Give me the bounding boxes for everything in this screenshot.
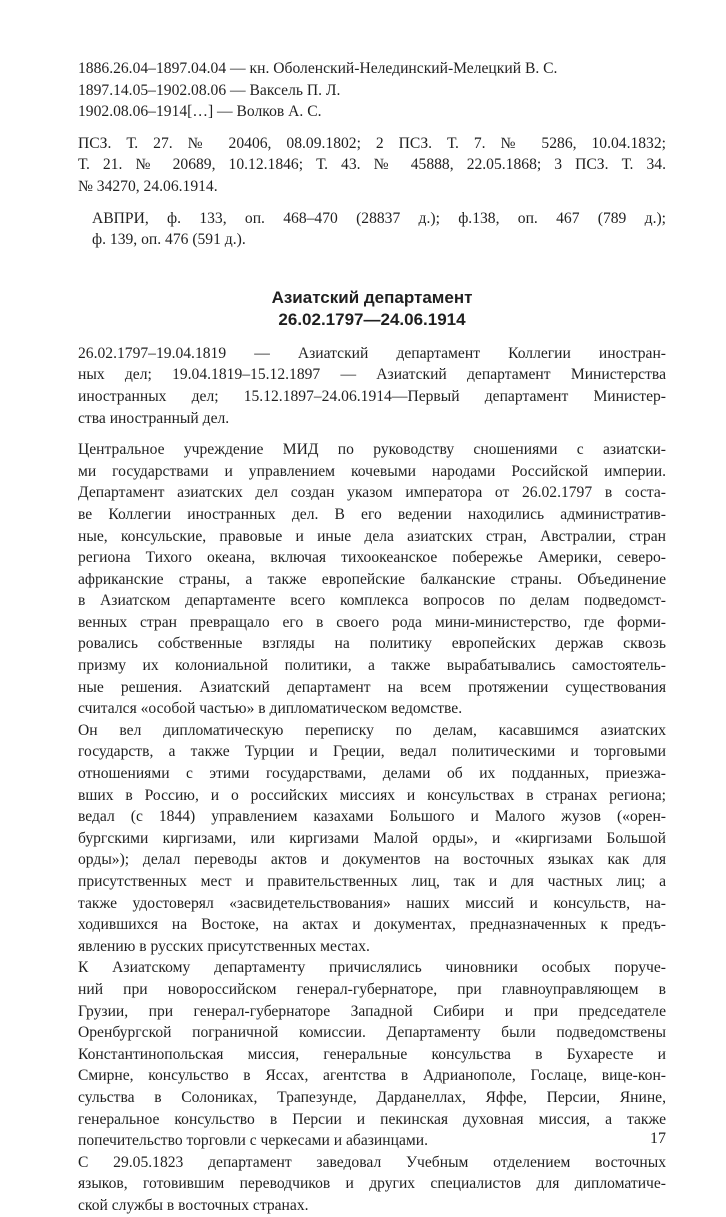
text-line: ведал (с 1844) управлением казахами Большого и Малого жузов («орен- [78,808,666,826]
director-list [78,58,666,123]
text-line: ные, консульские, правовые и иные дела азиатских стран, Австралии, стран [78,527,666,545]
text-line: ровались собственные взгляды на политику европейских держав сквозь [78,635,666,653]
text-line: ства иностранный дел. [78,409,230,427]
text-line: генеральное консульство в Персии и пекинская духовная миссия, а также [78,1110,666,1128]
text-line: языков, готовившим переводчиков и других специалистов для дипломатиче- [78,1175,666,1193]
text-line: считался «особой частью» в дипломатическом ведомстве. [78,700,463,718]
paragraph-correspondence [78,720,666,958]
text-line: присутственных мест и правительственных лиц, так и для частных лиц; а [78,873,666,890]
text-line: орды»); делал переводы актов и документов на восточных языках как для [78,851,666,869]
text-line: венных стран превращало его в своего рода мини-министерство, где форми- [78,613,666,631]
paragraph-subordinates [78,957,666,1151]
archive-references [78,208,666,251]
text-line: явлению в русских присутственных местах. [78,937,370,955]
text-line: 26.02.1797–19.04.1819 — Азиатский департамент Коллегии иностран- [78,344,666,362]
text-line: ных дел; 19.04.1819–15.12.1897 — Азиатский департамент Министерства [78,366,666,384]
psz-references [78,133,666,198]
names-paragraph [78,343,666,429]
archive-line: ф. 139, оп. 476 (591 д.). [92,231,246,249]
archive-line: АВПРИ, ф. 133, оп. 468–470 (28837 д.); ф.138, оп. 467 (789 д.); [92,209,666,227]
director-entry: 1886.26.04–1897.04.04 — кн. Оболенский-Нелединский-Мелецкий В. С. [78,60,558,77]
text-line: Грузии, при генерал-губернаторе Западной Сибири и при председателе [78,1002,666,1020]
document-page [78,58,666,1217]
text-line: африканские страны, а также европейские балканские страны. Объединение [78,570,666,588]
paragraph-school [78,1152,666,1217]
section-dates: 26.02.1797—24.06.1914 [278,309,466,329]
text-line: К Азиатскому департаменту причислялись чиновники особых поруче- [78,959,666,977]
text-line: Оренбургской пограничной комиссии. Департаменту были подведомствены [78,1024,666,1042]
director-entry: 1897.14.05–1902.08.06 — Ваксель П. Л. [78,81,341,99]
text-line: призму их колониальной политики, а также вырабатывались самостоятель- [78,657,666,675]
psz-line: ПСЗ. Т. 27. № 20406, 08.09.1802; 2 ПСЗ. Т. 7. № 5286, 10.04.1832; [78,134,666,152]
text-line: Департамент азиатских дел создан указом императора от 26.02.1797 в соста- [78,484,666,502]
text-line: Центральное учреждение МИД по руководству сношениями с азиатски- [78,441,666,459]
text-line: ные решения. Азиатский департамент на всем протяжении существования [78,678,666,696]
psz-line: Т. 21. № 20689, 10.12.1846; Т. 43. № 45888, 22.05.1868; 3 ПСЗ. Т. 34. [78,156,666,174]
text-line: в Азиатском департаменте всего комплекса вопросов по делам подведомст- [78,592,666,610]
text-line: сульства в Солониках, Трапезунде, Дарданеллах, Яффе, Персии, Янине, [78,1088,666,1106]
text-line: ний при новороссийском генерал-губернаторе, при главноуправляющем в [78,980,666,998]
section-heading [78,287,666,331]
page-number: 17 [650,1130,666,1147]
text-line: отношениями с этими государствами, делами об их подданных, приезжа- [78,765,666,783]
text-line: попечительство торговли с черкесами и абазинцами. [78,1132,428,1150]
psz-line: № 34270, 24.06.1914. [78,177,218,195]
text-line: региона Тихого океана, включая тихоокеанское побережье Америки, северо- [78,549,666,567]
text-line: ходившихся на Востоке, на актах и документах, предназначенных к предъ- [78,916,666,934]
text-line: также удостоверял «засвидетельствования» наших миссий и консульств, на- [78,894,666,912]
text-line: ской службы в восточных странах. [78,1196,309,1214]
text-line: Константинопольская миссия, генеральные консульства в Бухаресте и [78,1045,666,1063]
text-line: вших в Россию, и о российских миссиях и консульствах в странах региона; [78,786,666,804]
text-line: Он вел дипломатическую переписку по делам, касавшимся азиатских [78,721,666,739]
text-line: Смирне, консульство в Яссах, агентства в Адрианополе, Гослаце, вице-кон- [78,1067,666,1085]
text-line: ве Коллегии иностранных дел. В его ведении находились административ- [78,505,666,523]
text-line: государств, а также Турции и Греции, ведал политическими и торговыми [78,743,666,761]
director-entry: 1902.08.06–1914[…] — Волков А. С. [78,103,322,121]
text-line: иностранных дел; 15.12.1897–24.06.1914—Первый департамент Министер- [78,387,666,405]
section-title: Азиатский департамент [271,287,473,307]
text-line: бургскими киргизами, или киргизами Малой орды», и «киргизами Большой [78,829,666,847]
text-line: С 29.05.1823 департамент заведовал Учебным отделением восточных [78,1153,666,1171]
text-line: ми государствами и управлением кочевыми народами Российской империи. [78,462,666,480]
paragraph-functions [78,439,666,720]
